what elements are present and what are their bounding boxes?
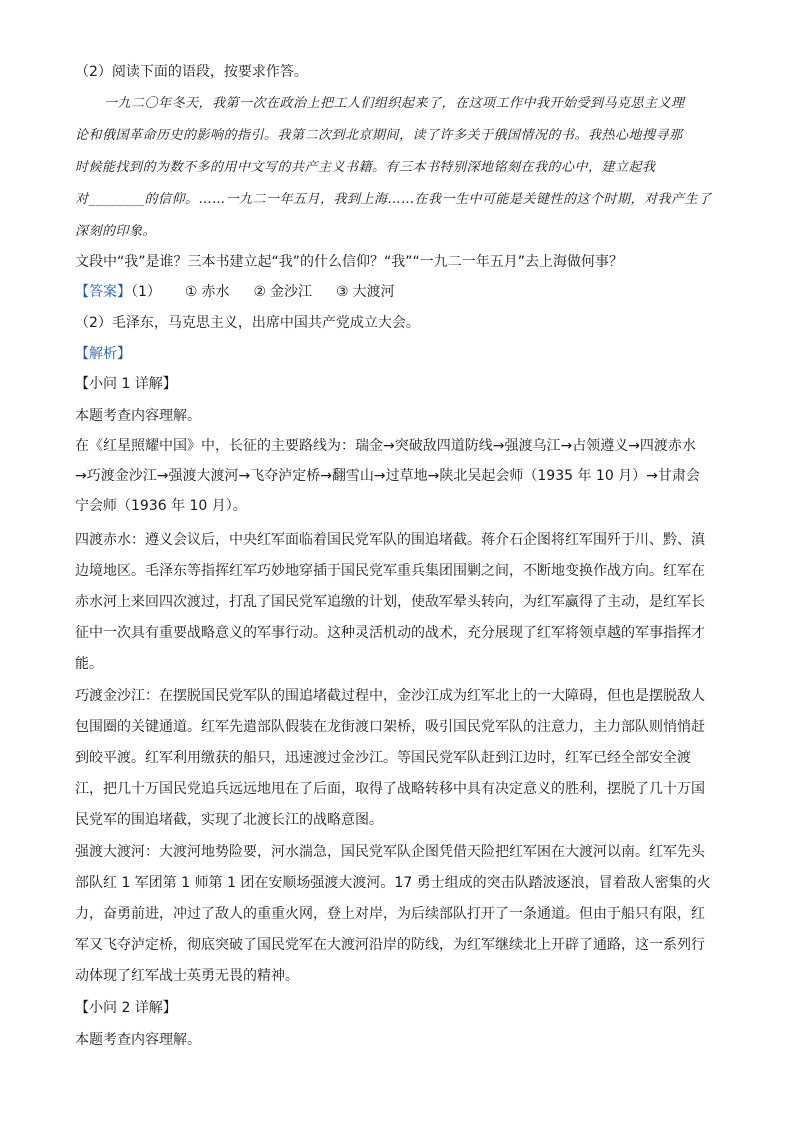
answer-item-text: 赤水	[201, 284, 230, 300]
answer-item	[185, 282, 230, 302]
chishui-line: 能。	[75, 656, 103, 672]
answer-item-text: 金沙江	[270, 284, 313, 300]
jinsha-line: 巧渡金沙江：在摆脱国民党军队的围追堵截过程中，金沙江成为红军北上的一大障碍，但也是摆脱敌人	[75, 688, 705, 704]
quote-line: 一九二〇年冬天，我第一次在政治上把工人们组织起来了，在这项工作中我开始受到马克思主义理	[104, 96, 685, 111]
quote-line: 深刻的印象。	[75, 224, 157, 239]
jinsha-line: 到皎平渡。红军利用缴获的船只，迅速渡过金沙江。等国民党军队赶到江边时，红军已经全部安全渡	[75, 750, 691, 766]
analysis-tag: 【解析】	[75, 346, 131, 362]
quote-line: 时候能找到的为数不多的用中文写的共产主义书籍。有三本书特别深地铭刻在我的心中，建立起我	[75, 160, 656, 175]
answer-part-1	[75, 282, 395, 302]
answer-item-text: 大渡河	[352, 284, 395, 300]
chishui-line: 征中一次具有重要战略意义的军事行动。这种灵活机动的战术，充分展现了红军将领卓越的军事指挥才	[75, 625, 705, 641]
dadu-line: 强渡大渡河：大渡河地势险要，河水湍急，国民党军队企图凭借天险把红军困在大渡河以南。红军先头	[75, 844, 705, 860]
quote-line: 对________的信仰。……一九二一年五月，我到上海……在我一生中可能是关键性的这个时期，对我产生了	[75, 192, 712, 207]
answer-tag: 【答案】	[75, 284, 131, 300]
route-line: →巧渡金沙江→强渡大渡河→飞夺泸定桥→翻雪山→过草地→陕北吴起会师（1935 年 10 月）→甘肃会	[75, 468, 700, 484]
route-line: 宁会师（1936 年 10 月）。	[75, 498, 247, 514]
dadu-line: 动体现了红军战士英勇无畏的精神。	[75, 968, 299, 984]
chishui-line: 四渡赤水：遵义会议后，中央红军面临着国民党军队的围追堵截。蒋介石企图将红军围歼于川、黔、滇	[75, 532, 705, 548]
question-text: 文段中“我”是谁？三本书建立起“我”的什么信仰？“我”“一九二一年五月”去上海做何事？	[75, 254, 624, 270]
dadu-line: 力，奋勇前进，冲过了敌人的重重火网，登上对岸，为后续部队打开了一条通道。但由于船只有限，红	[75, 906, 705, 922]
sub-question-2-intro: 本题考查内容理解。	[75, 1032, 201, 1048]
jinsha-line: 民党军的围追堵截，实现了北渡长江的战略意图。	[75, 812, 383, 828]
chishui-line: 赤水河上来回四次渡过，打乱了国民党军追缴的计划，使敌军晕头转向，为红军赢得了主动，是红军长	[75, 594, 705, 610]
sub-question-1-heading: 【小问 1 详解】	[75, 376, 177, 392]
circled-number: ②	[253, 284, 267, 300]
answer-part1-prefix: （1）	[131, 284, 161, 300]
jinsha-line: 江，把几十万国民党追兵远远地甩在了后面，取得了战略转移中具有决定意义的胜利，摆脱了几十万国	[75, 781, 705, 797]
circled-number: ①	[184, 284, 198, 300]
sub-question-1-intro: 本题考查内容理解。	[75, 408, 201, 424]
route-line: 在《红星照耀中国》中，长征的主要路线为：瑞金→突破敌四道防线→强渡乌江→占领遵义→四渡赤水	[75, 438, 696, 454]
sub-question-2-heading: 【小问 2 详解】	[75, 1000, 177, 1016]
answer-item	[253, 282, 312, 302]
dadu-line: 部队红 1 军团第 1 师第 1 团在安顺场强渡大渡河。17 勇士组成的突击队踏波逐浪，冒着敌人密集的火	[75, 875, 711, 891]
circled-number: ③	[336, 284, 349, 300]
jinsha-line: 包围圈的关键通道。红军先遣部队假装在龙街渡口架桥，吸引国民党军队的注意力，主力部队则悄悄赶	[75, 719, 705, 735]
answer-item	[336, 282, 395, 302]
answer-part-2: （2）毛泽东，马克思主义，出席中国共产党成立大会。	[75, 315, 420, 331]
chishui-line: 边境地区。毛泽东等指挥红军巧妙地穿插于国民党军重兵集团围剿之间，不断地变换作战方向。红军在	[75, 563, 705, 579]
dadu-line: 军又飞夺泸定桥，彻底突破了国民党军在大渡河沿岸的防线，为红军继续北上开辟了通路，这一系列行	[75, 937, 705, 953]
quote-line: 论和俄国革命历史的影响的指引。我第二次到北京期间，读了许多关于俄国情况的书。我热心地搜寻那	[75, 128, 683, 143]
question-2-heading: （2）阅读下面的语段，按要求作答。	[75, 64, 308, 80]
